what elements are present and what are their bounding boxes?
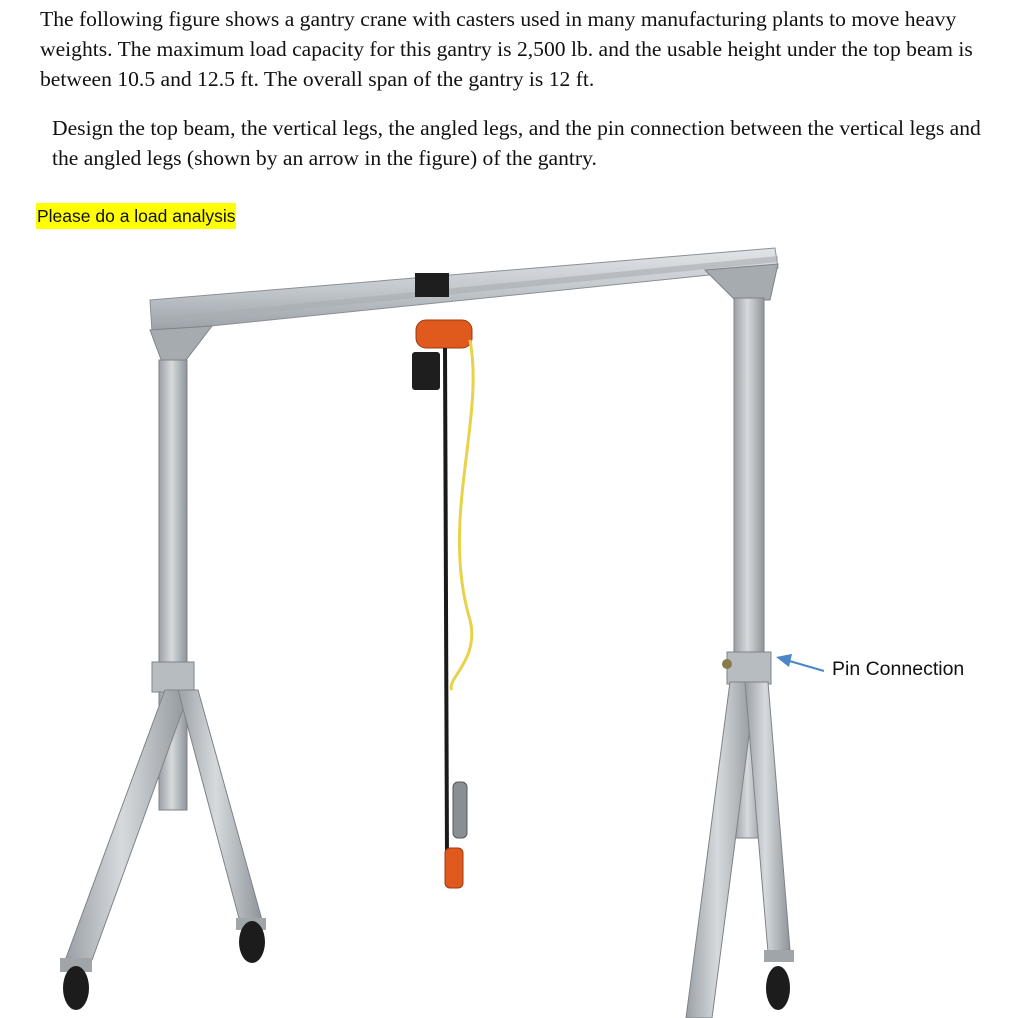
left-pin-bracket (152, 662, 194, 692)
hoist-chain (445, 348, 447, 860)
caster-wheel (236, 918, 266, 963)
caster-wheel (60, 958, 92, 1010)
pin-bolt (722, 659, 732, 669)
highlighted-note: Please do a load analysis (36, 203, 236, 229)
left-angled-leg-front (66, 690, 190, 960)
control-cable (451, 340, 473, 690)
pin-connection-label: Pin Connection (832, 658, 965, 680)
problem-paragraph-1: The following figure shows a gantry crane with casters used in many manufacturing plants to move heavy weights. The maximum load capacity for this gantry is 2,500 lb. and the usable height under the top beam is between 10.5 and 12.5 ft. The overall span of the gantry is 12 ft. (40, 7, 973, 91)
left-angled-leg-rear (178, 690, 262, 922)
trolley (415, 273, 449, 297)
caster-wheel (764, 950, 794, 1010)
pin-connection-arrow (776, 654, 824, 671)
right-angled-leg-front (686, 682, 756, 1018)
electric-hoist (412, 320, 472, 390)
left-gusset-plate (150, 326, 212, 362)
right-gusset-plate (705, 264, 778, 300)
problem-paragraph-2: Design the top beam, the vertical legs, the angled legs, and the pin connection between the vertical legs and the angled legs (shown by an arrow in the figure) of the gantry. (52, 116, 981, 170)
right-pin-bracket (727, 652, 771, 684)
hook-block (453, 782, 467, 838)
top-beam (150, 248, 778, 332)
pendant-control (445, 848, 463, 888)
gantry-crane-figure (0, 236, 1024, 1018)
